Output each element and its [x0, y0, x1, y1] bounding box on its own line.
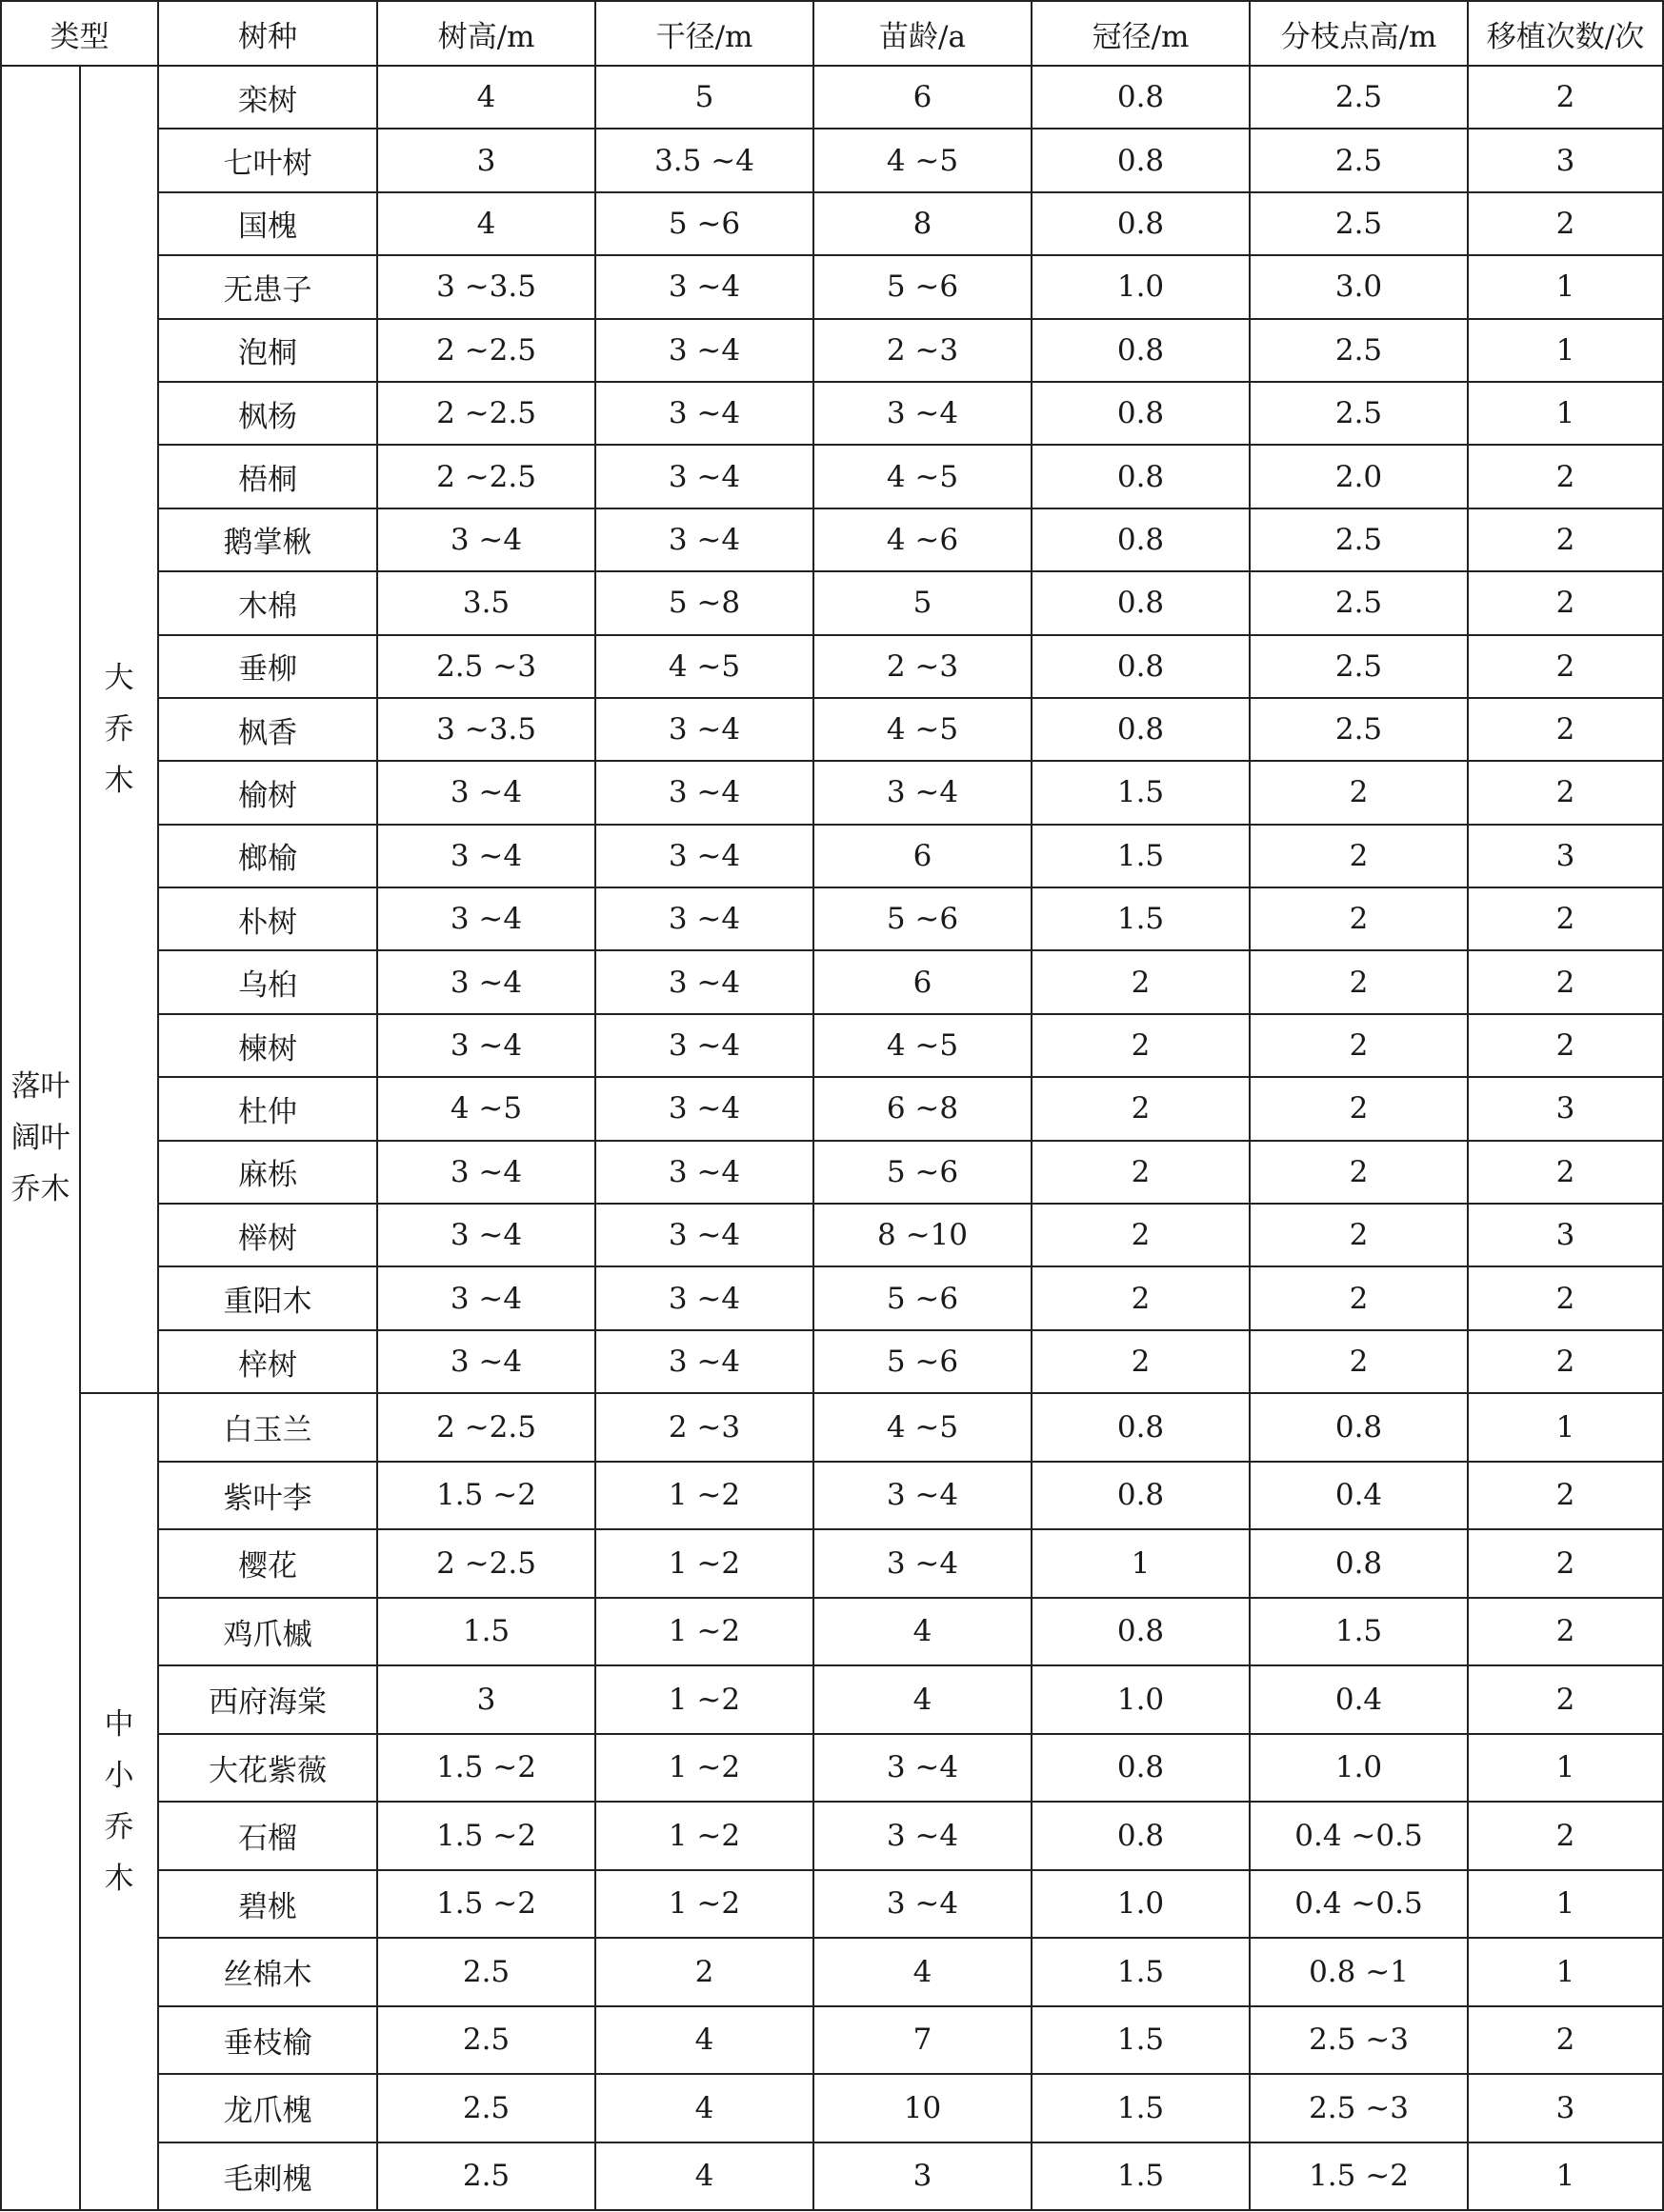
species-cell: 毛刺槐 — [158, 2142, 377, 2211]
height-cell: 3 ~4 — [377, 1204, 595, 1266]
seedling-age-cell: 8 ~10 — [813, 1204, 1032, 1266]
table-row — [1, 1802, 1663, 1870]
height-cell: 3 ~4 — [377, 950, 595, 1013]
species-cell: 大花紫薇 — [158, 1734, 377, 1803]
branch-height-cell: 2.5 — [1250, 508, 1468, 571]
crown-diameter-cell: 1.0 — [1032, 1665, 1250, 1734]
branch-height-cell: 2.5 — [1250, 319, 1468, 382]
trunk-diameter-cell: 3 ~4 — [595, 1141, 813, 1204]
seedling-age-cell: 5 ~6 — [813, 1141, 1032, 1204]
transplant-count-cell: 2 — [1468, 1141, 1663, 1204]
branch-height-cell: 0.8 ~1 — [1250, 1938, 1468, 2006]
transplant-count-cell: 3 — [1468, 2074, 1663, 2142]
transplant-count-cell: 2 — [1468, 192, 1663, 255]
trunk-diameter-cell: 3 ~4 — [595, 1077, 813, 1140]
table-row — [1, 1665, 1663, 1734]
species-cell: 杜仲 — [158, 1077, 377, 1140]
subgroup-label: 中小乔木 — [104, 1706, 134, 1897]
height-cell: 3 — [377, 129, 595, 191]
seedling-age-cell: 4 ~5 — [813, 1014, 1032, 1077]
branch-height-cell: 0.4 — [1250, 1462, 1468, 1530]
trunk-diameter-cell: 5 ~8 — [595, 571, 813, 634]
crown-diameter-cell: 0.8 — [1032, 635, 1250, 698]
height-cell: 3 ~4 — [377, 508, 595, 571]
table-row — [1, 1393, 1663, 1462]
seedling-age-cell: 5 ~6 — [813, 1330, 1032, 1393]
transplant-count-cell: 1 — [1468, 319, 1663, 382]
species-cell: 栾树 — [158, 66, 377, 129]
height-cell: 3 ~4 — [377, 1141, 595, 1204]
trunk-diameter-cell: 3 ~4 — [595, 508, 813, 571]
trunk-diameter-cell: 5 — [595, 66, 813, 129]
seedling-age-cell: 3 ~4 — [813, 1802, 1032, 1870]
species-cell: 榉树 — [158, 1204, 377, 1266]
table-row — [1, 1734, 1663, 1803]
species-cell: 西府海棠 — [158, 1665, 377, 1734]
crown-diameter-cell: 0.8 — [1032, 1393, 1250, 1462]
seedling-age-cell: 2 ~3 — [813, 319, 1032, 382]
transplant-count-cell: 1 — [1468, 255, 1663, 318]
crown-diameter-cell: 0.8 — [1032, 1734, 1250, 1803]
table-row — [1, 1204, 1663, 1266]
trunk-diameter-cell: 3 ~4 — [595, 445, 813, 508]
height-cell: 1.5 ~2 — [377, 1734, 595, 1803]
height-cell: 3 ~4 — [377, 1330, 595, 1393]
trunk-diameter-cell: 3 ~4 — [595, 1266, 813, 1329]
transplant-count-cell: 2 — [1468, 698, 1663, 761]
height-cell: 2 ~2.5 — [377, 1393, 595, 1462]
trunk-diameter-cell: 4 — [595, 2142, 813, 2211]
table-row — [1, 1870, 1663, 1939]
branch-height-cell: 0.8 — [1250, 1529, 1468, 1598]
header-species: 树种 — [158, 1, 377, 66]
species-cell: 榆树 — [158, 761, 377, 824]
crown-diameter-cell: 1 — [1032, 1529, 1250, 1598]
height-cell: 1.5 ~2 — [377, 1802, 595, 1870]
branch-height-cell: 2 — [1250, 1014, 1468, 1077]
transplant-count-cell: 2 — [1468, 950, 1663, 1013]
branch-height-cell: 2 — [1250, 1204, 1468, 1266]
seedling-age-cell: 4 ~5 — [813, 698, 1032, 761]
seedling-age-cell: 5 ~6 — [813, 887, 1032, 950]
trunk-diameter-cell: 3 ~4 — [595, 950, 813, 1013]
seedling-age-cell: 4 — [813, 1938, 1032, 2006]
header-type: 类型 — [1, 1, 158, 66]
trunk-diameter-cell: 2 — [595, 1938, 813, 2006]
transplant-count-cell: 2 — [1468, 1598, 1663, 1666]
table-row — [1, 1077, 1663, 1140]
branch-height-cell: 2 — [1250, 1266, 1468, 1329]
trunk-diameter-cell: 2 ~3 — [595, 1393, 813, 1462]
table-row — [1, 445, 1663, 508]
trunk-diameter-cell: 1 ~2 — [595, 1870, 813, 1939]
trunk-diameter-cell: 3 ~4 — [595, 698, 813, 761]
category-label: 落叶阔叶乔木 — [10, 1068, 70, 1207]
trunk-diameter-cell: 4 — [595, 2006, 813, 2075]
table-row — [1, 1330, 1663, 1393]
table-row — [1, 1598, 1663, 1666]
height-cell: 3 ~4 — [377, 825, 595, 887]
seedling-age-cell: 10 — [813, 2074, 1032, 2142]
crown-diameter-cell: 1.5 — [1032, 825, 1250, 887]
branch-height-cell: 2 — [1250, 1077, 1468, 1140]
table-row — [1, 571, 1663, 634]
species-cell: 乌桕 — [158, 950, 377, 1013]
seedling-age-cell: 4 ~6 — [813, 508, 1032, 571]
transplant-count-cell: 2 — [1468, 761, 1663, 824]
seedling-age-cell: 5 — [813, 571, 1032, 634]
species-cell: 碧桃 — [158, 1870, 377, 1939]
species-cell: 白玉兰 — [158, 1393, 377, 1462]
height-cell: 1.5 ~2 — [377, 1870, 595, 1939]
transplant-count-cell: 2 — [1468, 1330, 1663, 1393]
transplant-count-cell: 3 — [1468, 825, 1663, 887]
species-cell: 鸡爪槭 — [158, 1598, 377, 1666]
species-cell: 无患子 — [158, 255, 377, 318]
crown-diameter-cell: 0.8 — [1032, 571, 1250, 634]
trunk-diameter-cell: 3 ~4 — [595, 1204, 813, 1266]
height-cell: 3 ~3.5 — [377, 698, 595, 761]
trunk-diameter-cell: 3 ~4 — [595, 255, 813, 318]
height-cell: 2.5 ~3 — [377, 635, 595, 698]
table-row — [1, 2074, 1663, 2142]
species-cell: 麻栎 — [158, 1141, 377, 1204]
crown-diameter-cell: 0.8 — [1032, 1598, 1250, 1666]
branch-height-cell: 1.5 — [1250, 1598, 1468, 1666]
branch-height-cell: 2 — [1250, 887, 1468, 950]
branch-height-cell: 2 — [1250, 761, 1468, 824]
branch-height-cell: 0.4 — [1250, 1665, 1468, 1734]
crown-diameter-cell: 0.8 — [1032, 192, 1250, 255]
height-cell: 3 ~4 — [377, 1266, 595, 1329]
branch-height-cell: 0.8 — [1250, 1393, 1468, 1462]
height-cell: 3 ~4 — [377, 1014, 595, 1077]
seedling-age-cell: 4 ~5 — [813, 445, 1032, 508]
species-cell: 梧桐 — [158, 445, 377, 508]
crown-diameter-cell: 0.8 — [1032, 1802, 1250, 1870]
height-cell: 4 ~5 — [377, 1077, 595, 1140]
branch-height-cell: 2 — [1250, 950, 1468, 1013]
subgroup-cell — [80, 1393, 158, 2210]
height-cell: 3 — [377, 1665, 595, 1734]
height-cell: 2 ~2.5 — [377, 445, 595, 508]
species-cell: 枫杨 — [158, 382, 377, 445]
transplant-count-cell: 2 — [1468, 1014, 1663, 1077]
species-cell: 丝棉木 — [158, 1938, 377, 2006]
height-cell: 4 — [377, 66, 595, 129]
transplant-count-cell: 2 — [1468, 66, 1663, 129]
height-cell: 3 ~3.5 — [377, 255, 595, 318]
crown-diameter-cell: 0.8 — [1032, 698, 1250, 761]
branch-height-cell: 1.5 ~2 — [1250, 2142, 1468, 2211]
height-cell: 3 ~4 — [377, 887, 595, 950]
seedling-age-cell: 5 ~6 — [813, 255, 1032, 318]
subgroup-label: 大乔木 — [104, 660, 134, 799]
branch-height-cell: 2.5 ~3 — [1250, 2006, 1468, 2075]
branch-height-cell: 2.5 — [1250, 66, 1468, 129]
trunk-diameter-cell: 3 ~4 — [595, 761, 813, 824]
transplant-count-cell: 3 — [1468, 1077, 1663, 1140]
species-cell: 楝树 — [158, 1014, 377, 1077]
crown-diameter-cell: 0.8 — [1032, 508, 1250, 571]
trunk-diameter-cell: 4 — [595, 2074, 813, 2142]
crown-diameter-cell: 2 — [1032, 1014, 1250, 1077]
table-row — [1, 1529, 1663, 1598]
trunk-diameter-cell: 1 ~2 — [595, 1529, 813, 1598]
header-seedling-age: 苗龄/a — [813, 1, 1032, 66]
trunk-diameter-cell: 1 ~2 — [595, 1665, 813, 1734]
height-cell: 2 ~2.5 — [377, 382, 595, 445]
seedling-age-cell: 6 — [813, 950, 1032, 1013]
crown-diameter-cell: 2 — [1032, 1077, 1250, 1140]
trunk-diameter-cell: 1 ~2 — [595, 1598, 813, 1666]
seedling-age-cell: 6 ~8 — [813, 1077, 1032, 1140]
species-cell: 石榴 — [158, 1802, 377, 1870]
species-cell: 木棉 — [158, 571, 377, 634]
header-trunk-diameter: 干径/m — [595, 1, 813, 66]
transplant-count-cell: 2 — [1468, 887, 1663, 950]
seedling-age-cell: 2 ~3 — [813, 635, 1032, 698]
table-row — [1, 129, 1663, 191]
trunk-diameter-cell: 5 ~6 — [595, 192, 813, 255]
species-cell: 重阳木 — [158, 1266, 377, 1329]
branch-height-cell: 2.0 — [1250, 445, 1468, 508]
transplant-count-cell: 2 — [1468, 1266, 1663, 1329]
header-crown-diameter: 冠径/m — [1032, 1, 1250, 66]
transplant-count-cell: 2 — [1468, 508, 1663, 571]
branch-height-cell: 2 — [1250, 1330, 1468, 1393]
transplant-count-cell: 2 — [1468, 1529, 1663, 1598]
transplant-count-cell: 1 — [1468, 1870, 1663, 1939]
transplant-count-cell: 1 — [1468, 1393, 1663, 1462]
crown-diameter-cell: 1.5 — [1032, 2074, 1250, 2142]
seedling-age-cell: 6 — [813, 66, 1032, 129]
seedling-age-cell: 5 ~6 — [813, 1266, 1032, 1329]
branch-height-cell: 2.5 — [1250, 571, 1468, 634]
seedling-age-cell: 4 — [813, 1598, 1032, 1666]
header-row — [1, 1, 1663, 66]
species-cell: 梓树 — [158, 1330, 377, 1393]
height-cell: 3 ~4 — [377, 761, 595, 824]
trunk-diameter-cell: 1 ~2 — [595, 1462, 813, 1530]
transplant-count-cell: 2 — [1468, 571, 1663, 634]
height-cell: 1.5 ~2 — [377, 1462, 595, 1530]
seedling-age-cell: 7 — [813, 2006, 1032, 2075]
height-cell: 2.5 — [377, 2006, 595, 2075]
branch-height-cell: 3.0 — [1250, 255, 1468, 318]
crown-diameter-cell: 2 — [1032, 950, 1250, 1013]
crown-diameter-cell: 2 — [1032, 1141, 1250, 1204]
trunk-diameter-cell: 3 ~4 — [595, 825, 813, 887]
species-cell: 鹅掌楸 — [158, 508, 377, 571]
crown-diameter-cell: 1.5 — [1032, 2006, 1250, 2075]
height-cell: 2.5 — [377, 1938, 595, 2006]
branch-height-cell: 1.0 — [1250, 1734, 1468, 1803]
species-cell: 枫香 — [158, 698, 377, 761]
table-row — [1, 825, 1663, 887]
crown-diameter-cell: 1.5 — [1032, 1938, 1250, 2006]
seedling-age-cell: 8 — [813, 192, 1032, 255]
species-cell: 国槐 — [158, 192, 377, 255]
seedling-age-cell: 4 ~5 — [813, 129, 1032, 191]
seedling-age-cell: 6 — [813, 825, 1032, 887]
table-row — [1, 1014, 1663, 1077]
seedling-age-cell: 3 ~4 — [813, 1734, 1032, 1803]
table-row — [1, 1462, 1663, 1530]
crown-diameter-cell: 0.8 — [1032, 66, 1250, 129]
branch-height-cell: 2.5 ~3 — [1250, 2074, 1468, 2142]
height-cell: 2 ~2.5 — [377, 1529, 595, 1598]
transplant-count-cell: 1 — [1468, 2142, 1663, 2211]
seedling-age-cell: 4 ~5 — [813, 1393, 1032, 1462]
seedling-age-cell: 3 ~4 — [813, 1529, 1032, 1598]
header-transplant-count: 移植次数/次 — [1468, 1, 1663, 66]
trunk-diameter-cell: 1 ~2 — [595, 1802, 813, 1870]
transplant-count-cell: 1 — [1468, 1938, 1663, 2006]
crown-diameter-cell: 1.5 — [1032, 2142, 1250, 2211]
table-row — [1, 2142, 1663, 2211]
table-row — [1, 1938, 1663, 2006]
height-cell: 4 — [377, 192, 595, 255]
species-cell: 朴树 — [158, 887, 377, 950]
crown-diameter-cell: 2 — [1032, 1266, 1250, 1329]
trunk-diameter-cell: 1 ~2 — [595, 1734, 813, 1803]
height-cell: 2.5 — [377, 2074, 595, 2142]
transplant-count-cell: 2 — [1468, 1802, 1663, 1870]
table-row — [1, 382, 1663, 445]
crown-diameter-cell: 0.8 — [1032, 319, 1250, 382]
trunk-diameter-cell: 3 ~4 — [595, 319, 813, 382]
crown-diameter-cell: 2 — [1032, 1204, 1250, 1266]
trunk-diameter-cell: 3 ~4 — [595, 382, 813, 445]
transplant-count-cell: 2 — [1468, 2006, 1663, 2075]
species-cell: 紫叶李 — [158, 1462, 377, 1530]
branch-height-cell: 2.5 — [1250, 635, 1468, 698]
subgroup-cell — [80, 66, 158, 1393]
table-body — [1, 66, 1663, 2210]
seedling-age-cell: 3 ~4 — [813, 761, 1032, 824]
table-row — [1, 761, 1663, 824]
table-row — [1, 698, 1663, 761]
table-row — [1, 192, 1663, 255]
seedling-age-cell: 4 — [813, 1665, 1032, 1734]
transplant-count-cell: 1 — [1468, 382, 1663, 445]
height-cell: 2 ~2.5 — [377, 319, 595, 382]
crown-diameter-cell: 1.5 — [1032, 761, 1250, 824]
crown-diameter-cell: 1.5 — [1032, 887, 1250, 950]
crown-diameter-cell: 0.8 — [1032, 1462, 1250, 1530]
table-row — [1, 255, 1663, 318]
trunk-diameter-cell: 4 ~5 — [595, 635, 813, 698]
trunk-diameter-cell: 3 ~4 — [595, 1330, 813, 1393]
crown-diameter-cell: 2 — [1032, 1330, 1250, 1393]
branch-height-cell: 2.5 — [1250, 129, 1468, 191]
crown-diameter-cell: 0.8 — [1032, 445, 1250, 508]
table-row — [1, 66, 1663, 129]
height-cell: 3.5 — [377, 571, 595, 634]
species-cell: 垂柳 — [158, 635, 377, 698]
species-cell: 垂枝榆 — [158, 2006, 377, 2075]
crown-diameter-cell: 0.8 — [1032, 382, 1250, 445]
header-height: 树高/m — [377, 1, 595, 66]
branch-height-cell: 0.4 ~0.5 — [1250, 1870, 1468, 1939]
transplant-count-cell: 2 — [1468, 635, 1663, 698]
crown-diameter-cell: 1.0 — [1032, 255, 1250, 318]
header-branch-height: 分枝点高/m — [1250, 1, 1468, 66]
height-cell: 2.5 — [377, 2142, 595, 2211]
transplant-count-cell: 3 — [1468, 129, 1663, 191]
table-row — [1, 2006, 1663, 2075]
species-cell: 榔榆 — [158, 825, 377, 887]
height-cell: 1.5 — [377, 1598, 595, 1666]
transplant-count-cell: 2 — [1468, 445, 1663, 508]
seedling-age-cell: 3 ~4 — [813, 1870, 1032, 1939]
table-row — [1, 950, 1663, 1013]
trunk-diameter-cell: 3.5 ~4 — [595, 129, 813, 191]
transplant-count-cell: 1 — [1468, 1734, 1663, 1803]
species-cell: 七叶树 — [158, 129, 377, 191]
table-row — [1, 319, 1663, 382]
table-row — [1, 635, 1663, 698]
table-row — [1, 508, 1663, 571]
table-row — [1, 887, 1663, 950]
seedling-age-cell: 3 ~4 — [813, 382, 1032, 445]
trunk-diameter-cell: 3 ~4 — [595, 1014, 813, 1077]
branch-height-cell: 0.4 ~0.5 — [1250, 1802, 1468, 1870]
branch-height-cell: 2 — [1250, 825, 1468, 887]
species-cell: 樱花 — [158, 1529, 377, 1598]
branch-height-cell: 2 — [1250, 1141, 1468, 1204]
category-cell — [1, 66, 80, 2210]
branch-height-cell: 2.5 — [1250, 698, 1468, 761]
transplant-count-cell: 2 — [1468, 1665, 1663, 1734]
seedling-age-cell: 3 — [813, 2142, 1032, 2211]
transplant-count-cell: 3 — [1468, 1204, 1663, 1266]
table-row — [1, 1266, 1663, 1329]
transplant-count-cell: 2 — [1468, 1462, 1663, 1530]
table-row — [1, 1141, 1663, 1204]
trunk-diameter-cell: 3 ~4 — [595, 887, 813, 950]
species-cell: 龙爪槐 — [158, 2074, 377, 2142]
crown-diameter-cell: 1.0 — [1032, 1870, 1250, 1939]
branch-height-cell: 2.5 — [1250, 192, 1468, 255]
seedling-age-cell: 3 ~4 — [813, 1462, 1032, 1530]
branch-height-cell: 2.5 — [1250, 382, 1468, 445]
species-cell: 泡桐 — [158, 319, 377, 382]
crown-diameter-cell: 0.8 — [1032, 129, 1250, 191]
